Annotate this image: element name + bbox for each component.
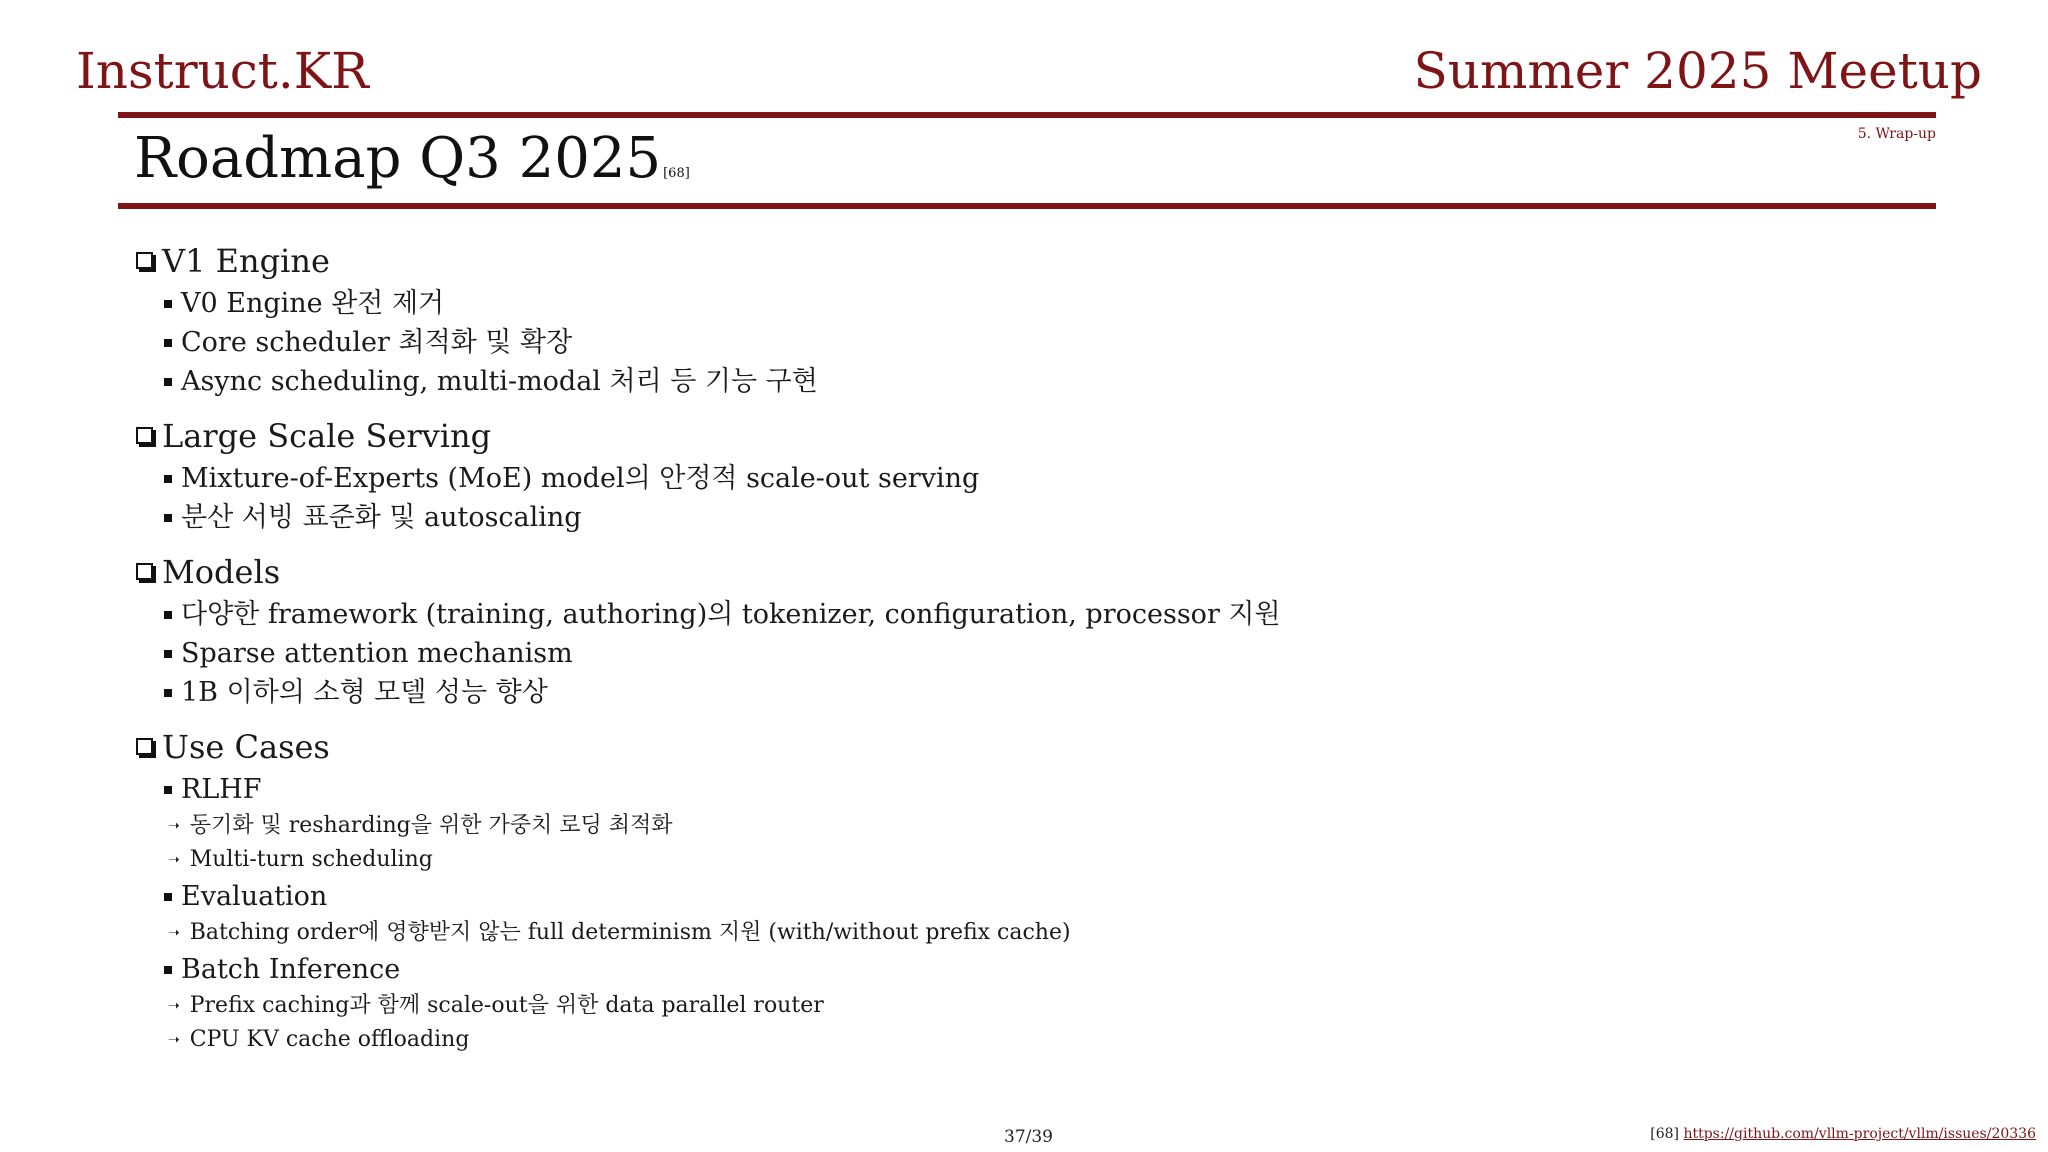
square-bullet-icon (164, 689, 172, 697)
section-heading (134, 549, 1834, 595)
list-item-text: 다양한 framework (training, authoring)의 tokenizer, configuration, processor 지원 (181, 599, 1281, 630)
list-item (134, 950, 1834, 989)
list-item-text: V0 Engine 완전 제거 (181, 288, 445, 319)
square-bullet-icon (164, 786, 172, 794)
section-tag: 5. Wrap-up (1857, 126, 1936, 142)
section-heading-text: Large Scale Serving (162, 417, 492, 455)
arrow-bullet-icon: ➝ (168, 998, 180, 1014)
arrow-bullet-icon: ➝ (168, 852, 180, 868)
arrow-bullet-icon: ➝ (168, 818, 180, 834)
list-item-text: Core scheduler 최적화 및 확장 (181, 327, 573, 358)
sub-list-item-text: Batching order에 영향받지 않는 full determinism 지원 (with/without prefix cache) (189, 920, 1071, 945)
sub-list-item (134, 1023, 1834, 1057)
list-item-text: Async scheduling, multi-modal 처리 등 기능 구현 (181, 366, 818, 397)
section-heading-text: V1 Engine (162, 242, 330, 280)
list-item (134, 634, 1834, 673)
section-heading (134, 238, 1834, 284)
list-item-text: Evaluation (181, 881, 328, 912)
footnote-link[interactable]: https://github.com/vllm-project/vllm/issues/20336 (1683, 1126, 2036, 1142)
brand-left: Instruct.KR (76, 42, 369, 100)
list-item (134, 459, 1834, 498)
section-models (134, 549, 1834, 712)
footnote-ref: [68] (1650, 1126, 1679, 1142)
page-number: 37/39 (1004, 1127, 1053, 1147)
sub-list-item (134, 843, 1834, 877)
section-large-scale-serving (134, 413, 1834, 537)
arrow-bullet-icon: ➝ (168, 1032, 180, 1048)
list-item (134, 877, 1834, 916)
section-heading-text: Models (162, 553, 281, 591)
arrow-bullet-icon: ➝ (168, 925, 180, 941)
square-bullet-icon (164, 300, 172, 308)
sub-list-item (134, 809, 1834, 843)
list-item-text: Batch Inference (181, 954, 401, 985)
sub-list-item (134, 916, 1834, 950)
footnote (1650, 1126, 2036, 1142)
slide-title-text: Roadmap Q3 2025 (134, 126, 662, 191)
square-bullet-icon (164, 611, 172, 619)
square-bullet-icon (164, 514, 172, 522)
square-bullet-icon (164, 378, 172, 386)
list-item-text: RLHF (181, 774, 262, 805)
list-item-text: Mixture-of-Experts (MoE) model의 안정적 scale-out serving (181, 463, 980, 494)
list-item (134, 770, 1834, 809)
square-bullet-icon (164, 893, 172, 901)
header-rule-bottom (118, 203, 1936, 209)
list-item-text: 1B 이하의 소형 모델 성능 향상 (181, 677, 548, 708)
list-item-text: 분산 서빙 표준화 및 autoscaling (181, 502, 582, 533)
list-item (134, 323, 1834, 362)
list-item (134, 362, 1834, 401)
list-item (134, 673, 1834, 712)
list-item-text: Sparse attention mechanism (181, 638, 573, 669)
checkbox-bullet-icon (136, 738, 153, 755)
checkbox-bullet-icon (136, 563, 153, 580)
slide-content (134, 238, 1834, 1069)
square-bullet-icon (164, 966, 172, 974)
list-item (134, 595, 1834, 634)
square-bullet-icon (164, 475, 172, 483)
list-item (134, 284, 1834, 323)
section-v1-engine (134, 238, 1834, 401)
checkbox-bullet-icon (136, 252, 153, 269)
brand-right: Summer 2025 Meetup (1413, 42, 1982, 100)
sub-list-item-text: 동기화 및 resharding을 위한 가중치 로딩 최적화 (189, 813, 673, 838)
header-rule-top (118, 112, 1936, 118)
section-use-cases (134, 724, 1834, 1057)
section-heading (134, 724, 1834, 770)
sub-list-item-text: CPU KV cache offloading (189, 1027, 470, 1052)
section-heading-text: Use Cases (162, 728, 330, 766)
checkbox-bullet-icon (136, 427, 153, 444)
square-bullet-icon (164, 339, 172, 347)
list-item (134, 498, 1834, 537)
section-heading (134, 413, 1834, 459)
sub-list-item-text: Prefix caching과 함께 scale-out을 위한 data parallel router (189, 993, 824, 1018)
square-bullet-icon (164, 650, 172, 658)
title-citation: [68] (663, 166, 690, 181)
sub-list-item-text: Multi-turn scheduling (189, 847, 433, 872)
slide-title (134, 128, 690, 190)
sub-list-item (134, 989, 1834, 1023)
